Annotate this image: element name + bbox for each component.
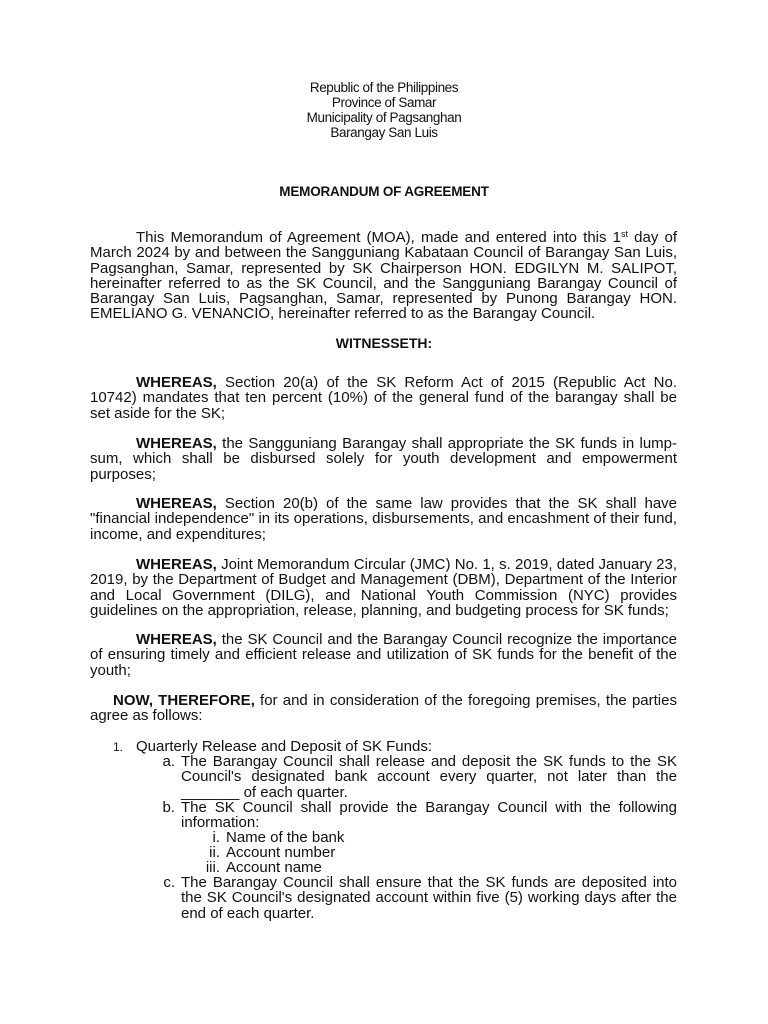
whereas-lead: WHEREAS, bbox=[136, 556, 217, 573]
sub-item-label: b. bbox=[162, 799, 175, 816]
whereas-text: Joint Memorandum Circular (JMC) No. 1, s. 2019, dated January 23, 2019, by the Department of Budget and Management (DBM), Department of the Interior and Local Government (DILG), and National Youth Commission (NYC) provides guidelines on the appropriation, release, planning, and budgeting process for SK funds; bbox=[90, 556, 677, 619]
whereas-paragraph-1 bbox=[90, 375, 677, 421]
intro-text-2: day of March 2024 by and between the Sangguniang Kabataan Council of Barangay San Luis, Pagsanghan, Samar, represented by SK Chairperson HON. EDGILYN M. SALIPOT, hereinafter referred to as the SK Council, and the Sangguniang Barangay Council of Barangay San Luis, Pagsanghan, Samar, represented by Punong Barangay HON. EMELIANO G. VENANCIO, hereinafter referred to as the Barangay Council. bbox=[90, 229, 677, 323]
sub-item-label: a. bbox=[162, 753, 175, 770]
whereas-text: the SK Council and the Barangay Council recognize the importance of ensuring timely and efficient release and utilization of SK funds for the benefit of the youth; bbox=[90, 631, 677, 679]
roman-item-ii bbox=[200, 845, 335, 860]
list-heading: Quarterly Release and Deposit of SK Funds: bbox=[136, 738, 432, 755]
witnesseth-heading: WITNESSETH: bbox=[335, 335, 433, 351]
header-republic: Republic of the Philippines bbox=[309, 80, 459, 95]
sub-item-label: c. bbox=[163, 874, 175, 891]
roman-item-iii bbox=[200, 860, 322, 875]
whereas-text: the Sangguniang Barangay shall appropriate the SK funds in lump-sum, which shall be disbursed solely for youth development and empowerment purposes; bbox=[90, 435, 677, 483]
now-therefore-text: for and in consideration of the foregoing premises, the parties agree as follows: bbox=[90, 692, 677, 725]
document-title: MEMORANDUM OF AGREEMENT bbox=[279, 184, 489, 199]
whereas-text: Section 20(a) of the SK Reform Act of 2015 (Republic Act No. 10742) mandates that ten percent (10%) of the general fund of the barangay shall be set aside for the SK; bbox=[90, 374, 677, 422]
whereas-paragraph-4 bbox=[90, 557, 677, 618]
list-number: 1. bbox=[113, 740, 124, 754]
now-therefore-paragraph bbox=[90, 693, 677, 724]
header-barangay: Barangay San Luis bbox=[330, 125, 438, 140]
now-therefore-lead: NOW, THEREFORE, bbox=[113, 692, 255, 709]
sub-item-text: The SK Council shall provide the Barangay Council with the following information: bbox=[181, 799, 677, 832]
roman-label: iii. bbox=[205, 859, 220, 876]
header-block bbox=[0, 80, 768, 140]
whereas-lead: WHEREAS, bbox=[136, 495, 217, 512]
whereas-paragraph-5 bbox=[90, 632, 677, 678]
whereas-lead: WHEREAS, bbox=[136, 631, 217, 648]
intro-paragraph bbox=[90, 230, 677, 322]
roman-text: Account name bbox=[226, 859, 322, 876]
roman-text: Account number bbox=[226, 844, 336, 861]
roman-item-i bbox=[200, 830, 344, 845]
roman-label: ii. bbox=[209, 844, 220, 861]
intro-text-1: This Memorandum of Agreement (MOA), made and entered into this 1 bbox=[136, 229, 621, 246]
whereas-paragraph-2 bbox=[90, 436, 677, 482]
whereas-paragraph-3 bbox=[90, 496, 677, 542]
sub-item-text: The Barangay Council shall release and deposit the SK funds to the SK Council's designated bank account every quarter, not later than the _______ of each quarter. bbox=[181, 753, 677, 801]
roman-text: Name of the bank bbox=[226, 829, 345, 846]
whereas-lead: WHEREAS, bbox=[136, 374, 217, 391]
intro-superscript: st bbox=[621, 229, 629, 239]
header-province: Province of Samar bbox=[331, 95, 437, 110]
roman-label: i. bbox=[212, 829, 220, 846]
header-municipality: Municipality of Pagsanghan bbox=[306, 110, 462, 125]
whereas-lead: WHEREAS, bbox=[136, 435, 217, 452]
sub-item-text: The Barangay Council shall ensure that the SK funds are deposited into the SK Council's designated account within five (5) working days after the end of each quarter. bbox=[181, 874, 677, 922]
whereas-text: Section 20(b) of the same law provides that the SK shall have "financial independence" in its operations, disbursements, and encashment of their fund, income, and expenditures; bbox=[90, 495, 677, 543]
